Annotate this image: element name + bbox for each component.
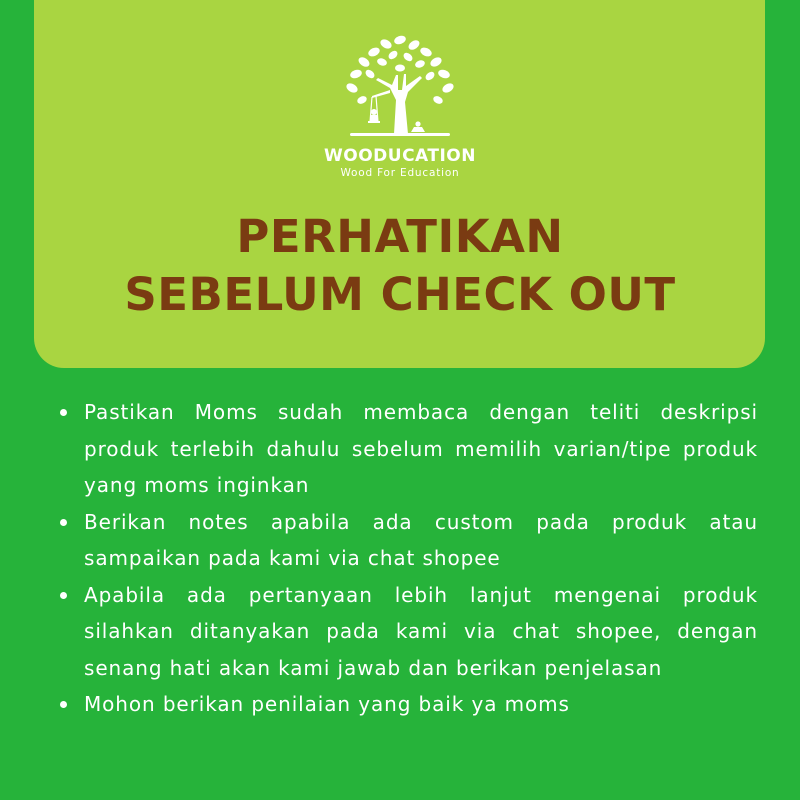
headline-line-1: PERHATIKAN bbox=[236, 210, 564, 263]
list-item: Berikan notes apabila ada custom pada produk atau sampaikan pada kami via chat shopee bbox=[58, 504, 758, 577]
headline-line-2: SEBELUM CHECK OUT bbox=[124, 268, 676, 321]
brand-tagline: Wood For Education bbox=[340, 167, 460, 179]
notes-list bbox=[58, 394, 758, 723]
tree-swing-icon bbox=[330, 30, 470, 140]
brand-name: WOODUCATION bbox=[324, 146, 476, 166]
list-item: Apabila ada pertanyaan lebih lanjut mengenai produk silahkan ditanyakan pada kami via chat shopee, dengan senang hati akan kami jawab dan berikan penjelasan bbox=[58, 577, 758, 687]
list-item: Pastikan Moms sudah membaca dengan teliti deskripsi produk terlebih dahulu sebelum memilih varian/tipe produk yang moms inginkan bbox=[58, 394, 758, 504]
list-item: Mohon berikan penilaian yang baik ya moms bbox=[58, 686, 758, 723]
